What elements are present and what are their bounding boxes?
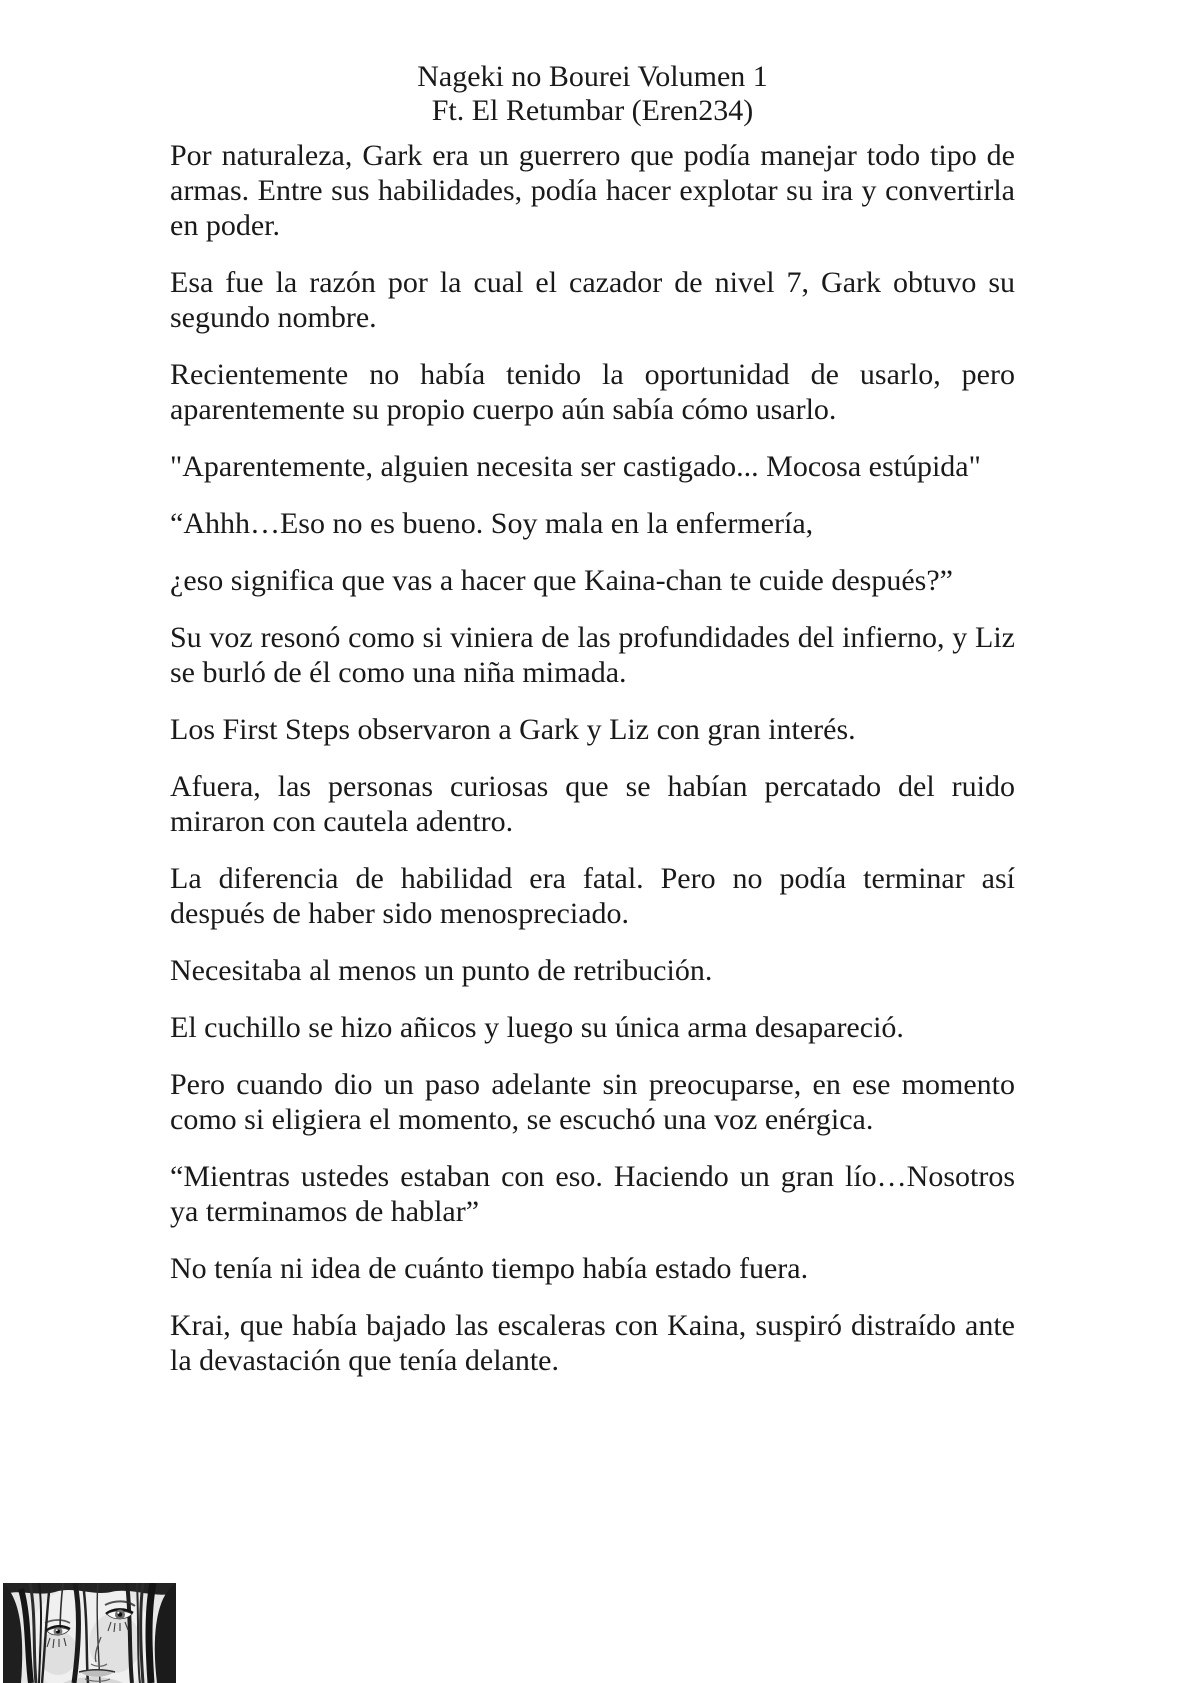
paragraph: Esa fue la razón por la cual el cazador de nivel 7, Gark obtuvo su segundo nombre. [170, 266, 1015, 334]
paragraph: ¿eso significa que vas a hacer que Kaina-chan te cuide después?” [170, 564, 953, 597]
paragraph: Necesitaba al menos un punto de retribución. [170, 954, 713, 987]
manga-face-illustration [3, 1583, 176, 1683]
paragraph: Por naturaleza, Gark era un guerrero que podía manejar todo tipo de armas. Entre sus habilidades, podía hacer explotar su ira y convertirla en poder. [170, 139, 1015, 242]
document-header [170, 60, 1015, 128]
document-title-line-1: Nageki no Bourei Volumen 1 [417, 60, 768, 93]
paragraph: "Aparentemente, alguien necesita ser castigado... Mocosa estúpida" [170, 450, 981, 483]
paragraph: Pero cuando dio un paso adelante sin preocuparse, en ese momento como si eligiera el momento, se escuchó una voz enérgica. [170, 1068, 1015, 1136]
manga-face-image [3, 1583, 176, 1683]
paragraph: Recientemente no había tenido la oportunidad de usarlo, pero aparentemente su propio cuerpo aún sabía cómo usarlo. [170, 358, 1015, 426]
document-body [170, 138, 1015, 1378]
paragraph: Su voz resonó como si viniera de las profundidades del infierno, y Liz se burló de él como una niña mimada. [170, 621, 1015, 689]
paragraph: “Ahhh…Eso no es bueno. Soy mala en la enfermería, [170, 507, 814, 540]
paragraph: “Mientras ustedes estaban con eso. Haciendo un gran lío…Nosotros ya terminamos de hablar” [170, 1160, 1015, 1228]
paragraph: Krai, que había bajado las escaleras con Kaina, suspiró distraído ante la devastación que tenía delante. [170, 1309, 1015, 1377]
paragraph: El cuchillo se hizo añicos y luego su única arma desapareció. [170, 1011, 904, 1044]
paragraph: Los First Steps observaron a Gark y Liz con gran interés. [170, 713, 856, 746]
paragraph: Afuera, las personas curiosas que se habían percatado del ruido miraron con cautela adentro. [170, 770, 1015, 838]
document-title-line-2: Ft. El Retumbar (Eren234) [431, 94, 754, 127]
paragraph: La diferencia de habilidad era fatal. Pero no podía terminar así después de haber sido menospreciado. [170, 862, 1015, 930]
paragraph: No tenía ni idea de cuánto tiempo había estado fuera. [170, 1252, 809, 1285]
